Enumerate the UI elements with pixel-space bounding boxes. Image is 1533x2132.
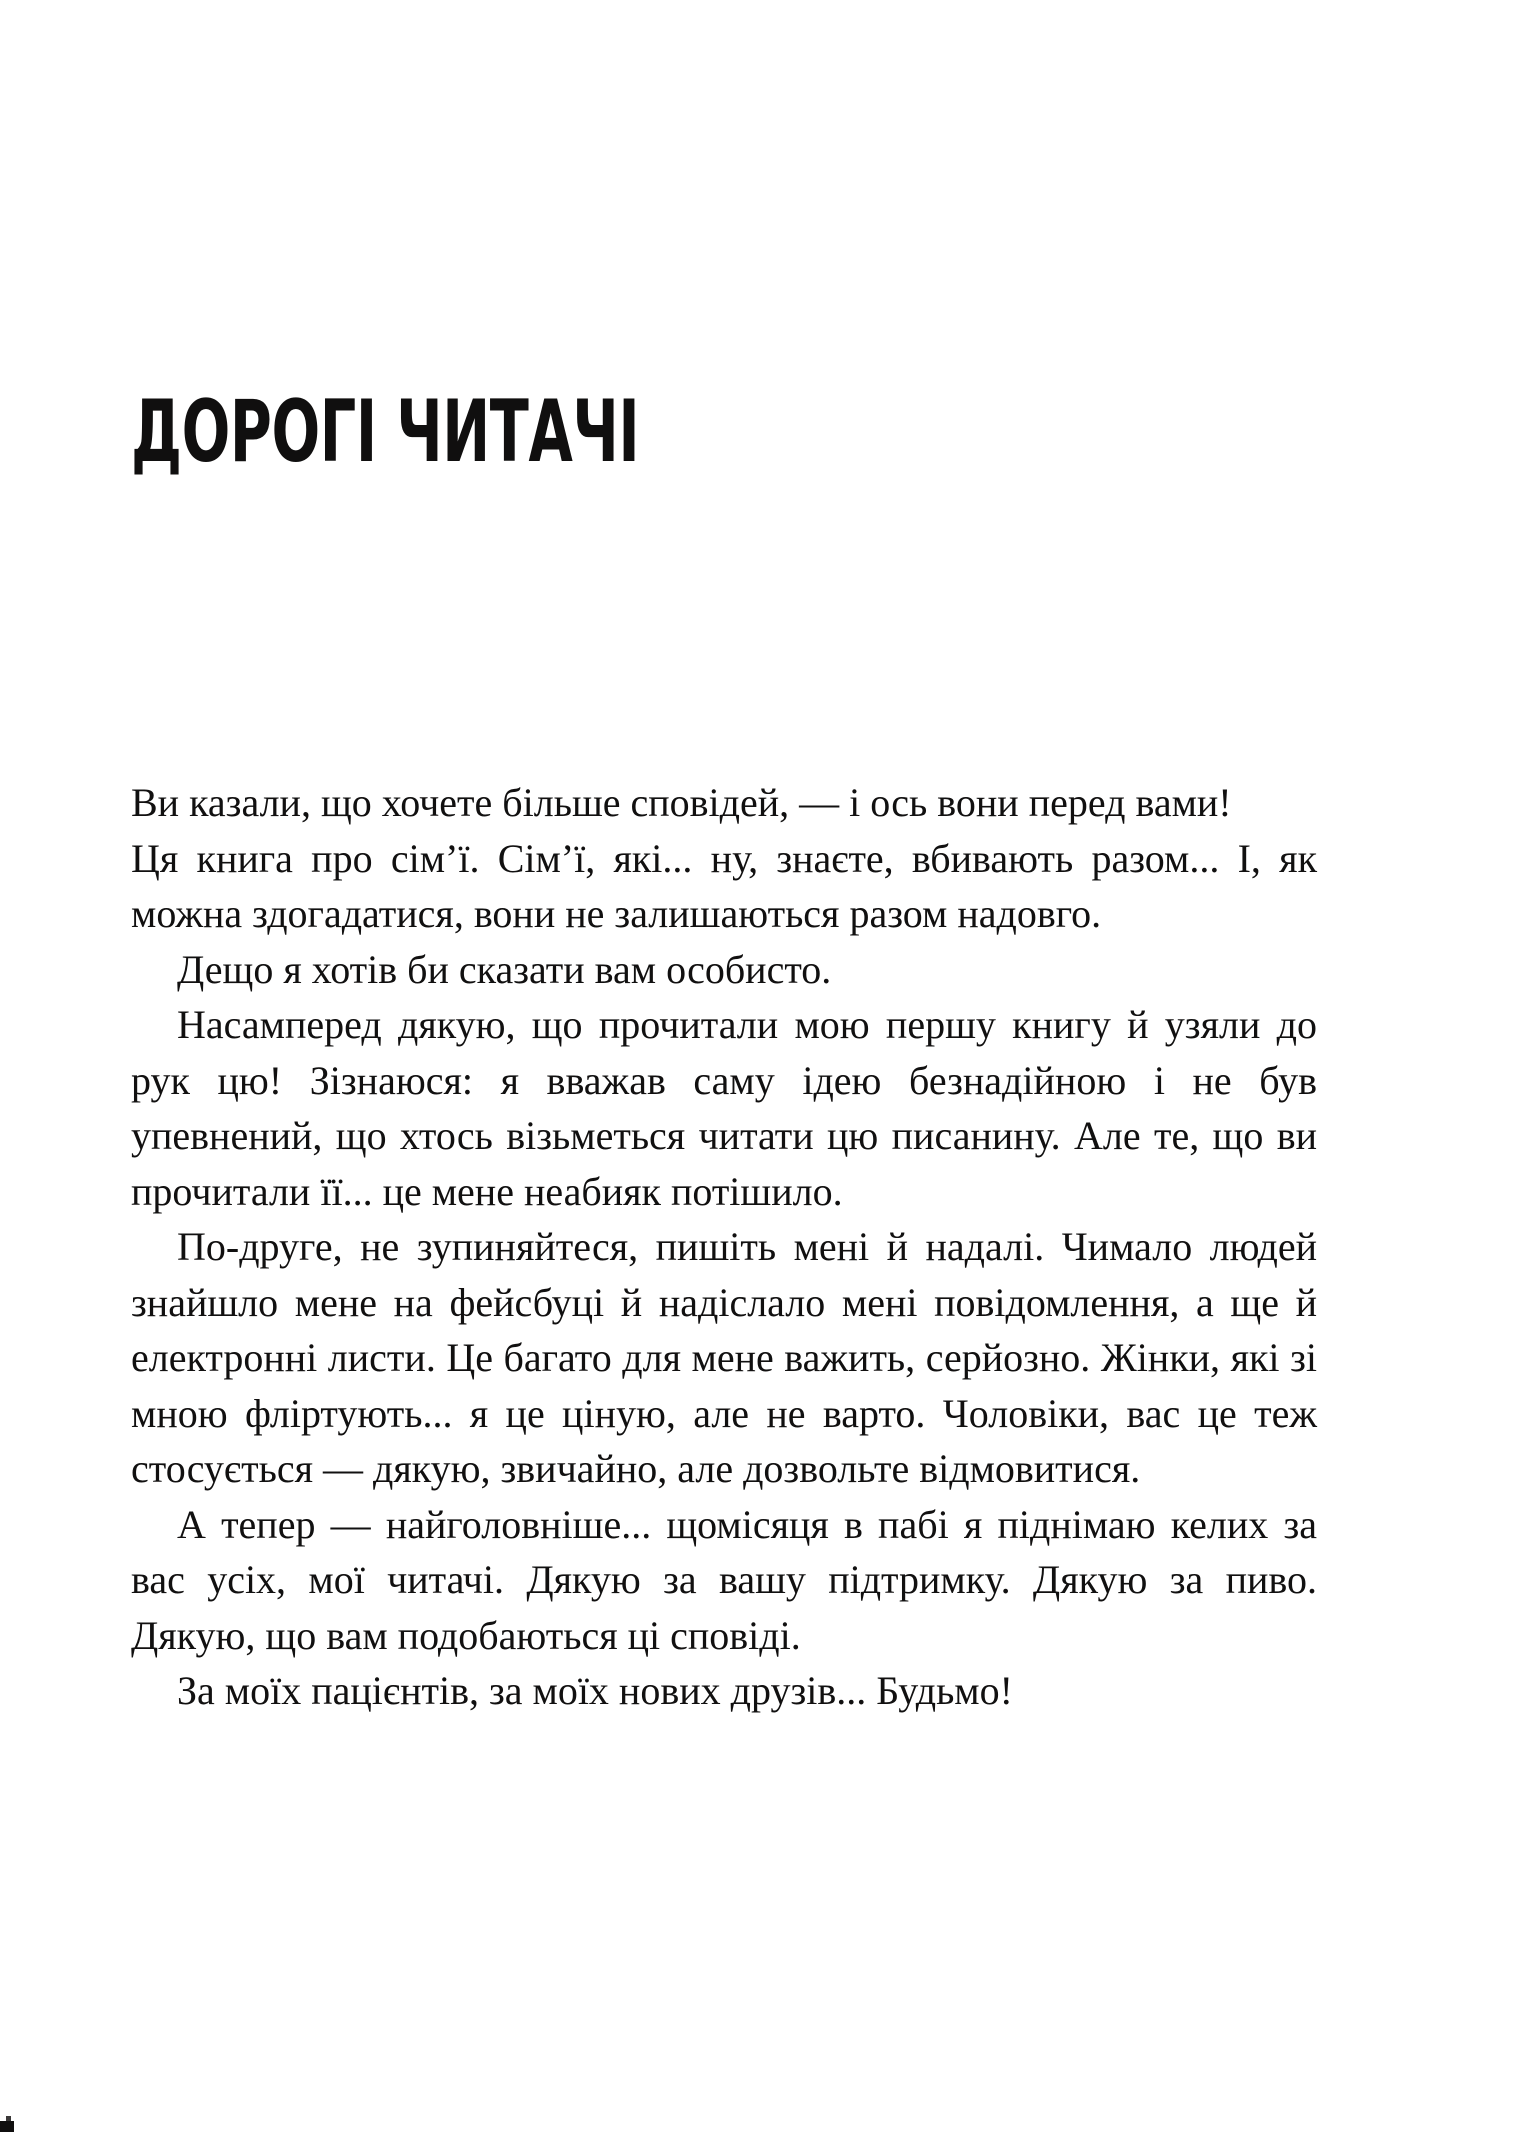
paragraph-7: За моїх пацієнтів, за моїх нових друзів... Будьмо! [177,1668,1013,1713]
paragraph-1: Ви казали, що хочете більше сповідей, — і ось вони перед вами! [131,780,1232,825]
scan-edge-artifact [0,2121,14,2132]
paragraph-5: По-друге, не зупиняйтеся, пишіть мені й надалі. Чимало людей знайшло мене на фейсбуці й надіслало мені повідомлення, а ще й електронні листи. Це багато для мене важить, серйозно. Жінки, які зі мною фліртують... я це ціную, але не варто. Чоловіки, вас це теж стосується — дякую, звичайно, але дозвольте відмовитися. [131,1224,1317,1491]
paragraph-4: Насамперед дякую, що прочитали мою першу книгу й узяли до рук цю! Зізнаюся: я вважав саму ідею безнадійною і не був упевнений, що хтось візьметься читати цю писанину. Але те, що ви прочитали її... це мене неабияк потішило. [131,1002,1317,1214]
paragraph-2: Ця книга про сім’ї. Сім’ї, які... ну, знаєте, вбивають разом... І, як можна здогадатися, вони не залишаються разом надовго. [131,835,1317,936]
body-text-block [131,775,1317,1719]
page-title: ДОРОГІ ЧИТАЧІ [131,382,640,482]
paragraph-6: А тепер — найголовніше... щомісяця в пабі я піднімаю келих за вас усіх, мої читачі. Дякую за вашу підтримку. Дякую за пиво. Дякую, що вам подобаються ці сповіді. [131,1501,1317,1658]
paragraph-3: Дещо я хотів би сказати вам особисто. [177,946,832,992]
